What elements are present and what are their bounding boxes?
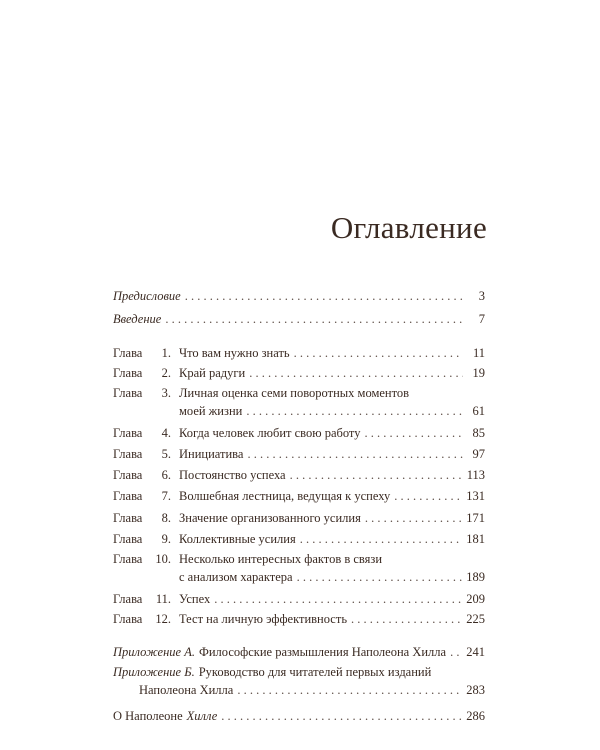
chapter-number: 11. [155,592,171,606]
chapter-number: 8. [161,511,171,525]
chapter-word: Глава [113,489,143,503]
chapter-number: 1. [161,346,171,360]
toc-page-number: 131 [466,489,485,503]
appendix-label: Приложение А. [113,645,195,659]
toc-entry-label: Введение [113,312,162,326]
toc-chapter-2[interactable] [113,366,485,381]
toc-page-number: 11 [472,346,485,360]
toc-page-number: 171 [466,511,485,525]
chapter-word: Глава [113,592,143,606]
chapter-number: 10. [155,552,171,566]
toc-chapter-12[interactable] [113,612,485,627]
leader-dots [185,289,463,304]
leader-dots [365,511,462,526]
chapter-title: Постоянство успеха [179,468,286,482]
page-title: Оглавление [330,210,487,245]
about-name: Хилле [186,709,218,723]
toc-page-number: 7 [478,312,485,326]
toc-about-author[interactable] [113,709,485,724]
about-prefix: О Наполеоне [113,709,183,723]
toc-page-number: 286 [466,709,485,723]
toc-page-number: 225 [466,612,485,626]
leader-dots [221,709,462,724]
toc-page-number: 19 [472,366,485,380]
toc-page-number: 283 [466,683,485,697]
leader-dots [300,532,463,547]
toc-chapter-11[interactable] [113,592,485,607]
toc-chapter-7[interactable] [113,489,485,504]
toc-appendix-b-line1[interactable] [113,665,485,680]
chapter-title-line1: Несколько интересных фактов в связи [179,552,383,566]
chapter-word: Глава [113,552,143,566]
leader-dots [364,426,463,441]
toc-page-number: 3 [478,289,485,303]
toc-chapter-10-line1[interactable] [113,552,485,567]
chapter-title: Когда человек любит свою работу [179,426,361,440]
toc-appendix-a[interactable] [113,645,485,660]
toc-page-number: 189 [466,570,485,584]
chapter-word: Глава [113,612,143,626]
toc-page-number: 61 [472,404,485,418]
toc-chapter-6[interactable] [113,468,485,483]
chapter-word: Глава [113,447,143,461]
toc-page-number: 85 [472,426,485,440]
toc-page-number: 113 [466,468,485,482]
leader-dots [297,570,463,585]
leader-dots [214,592,462,607]
chapter-word: Глава [113,346,143,360]
chapter-title: Край радуги [179,366,246,380]
toc-chapter-1[interactable] [113,346,485,361]
chapter-title: Значение организованного усилия [179,511,361,525]
chapter-number: 6. [161,468,171,482]
toc-page-number: 181 [466,532,485,546]
toc-entry-preface[interactable] [113,289,485,304]
appendix-title: Философские размышления Наполеона Хилла [198,645,447,659]
chapter-number: 4. [161,426,171,440]
chapter-number: 2. [161,366,171,380]
chapter-title-line1: Личная оценка семи поворотных моментов [179,386,410,400]
appendix-title-line1: Руководство для читателей первых изданий [198,665,432,679]
toc-entry-introduction[interactable] [113,312,485,327]
leader-dots [247,447,463,462]
toc-chapter-3-line2[interactable] [179,404,485,419]
toc-page-number: 209 [466,592,485,606]
chapter-word: Глава [113,468,143,482]
leader-dots [246,404,463,419]
toc-chapter-5[interactable] [113,447,485,462]
chapter-number: 12. [155,612,171,626]
chapter-title: Коллективные усилия [179,532,296,546]
leader-dots [294,346,463,361]
leader-dots [394,489,462,504]
appendix-label: Приложение Б. [113,665,195,679]
leader-dots [165,312,463,327]
chapter-word: Глава [113,532,143,546]
leader-dots [450,645,462,660]
leader-dots [351,612,462,627]
chapter-number: 5. [161,447,171,461]
toc-appendix-b-line2[interactable] [139,683,485,698]
toc-chapter-10-line2[interactable] [179,570,485,585]
toc-chapter-8[interactable] [113,511,485,526]
toc-page-number: 241 [466,645,485,659]
chapter-title: Инициатива [179,447,244,461]
chapter-word: Глава [113,511,143,525]
toc-chapter-9[interactable] [113,532,485,547]
leader-dots [290,468,463,483]
chapter-word: Глава [113,366,143,380]
chapter-word: Глава [113,386,143,400]
toc-chapter-4[interactable] [113,426,485,441]
leader-dots [237,683,462,698]
chapter-title: с анализом характера [179,570,293,584]
chapter-title: Тест на личную эффективность [179,612,348,626]
toc-entry-label: Предисловие [113,289,181,303]
chapter-word: Глава [113,426,143,440]
chapter-title: моей жизни [179,404,243,418]
appendix-title: Наполеона Хилла [139,683,234,697]
chapter-title: Волшебная лестница, ведущая к успеху [179,489,391,503]
chapter-number: 7. [161,489,171,503]
chapter-title: Что вам нужно знать [179,346,290,360]
toc-chapter-3-line1[interactable] [113,386,485,401]
chapter-number: 3. [161,386,171,400]
chapter-title: Успех [179,592,211,606]
toc-page-number: 97 [472,447,485,461]
leader-dots [249,366,463,381]
chapter-number: 9. [161,532,171,546]
